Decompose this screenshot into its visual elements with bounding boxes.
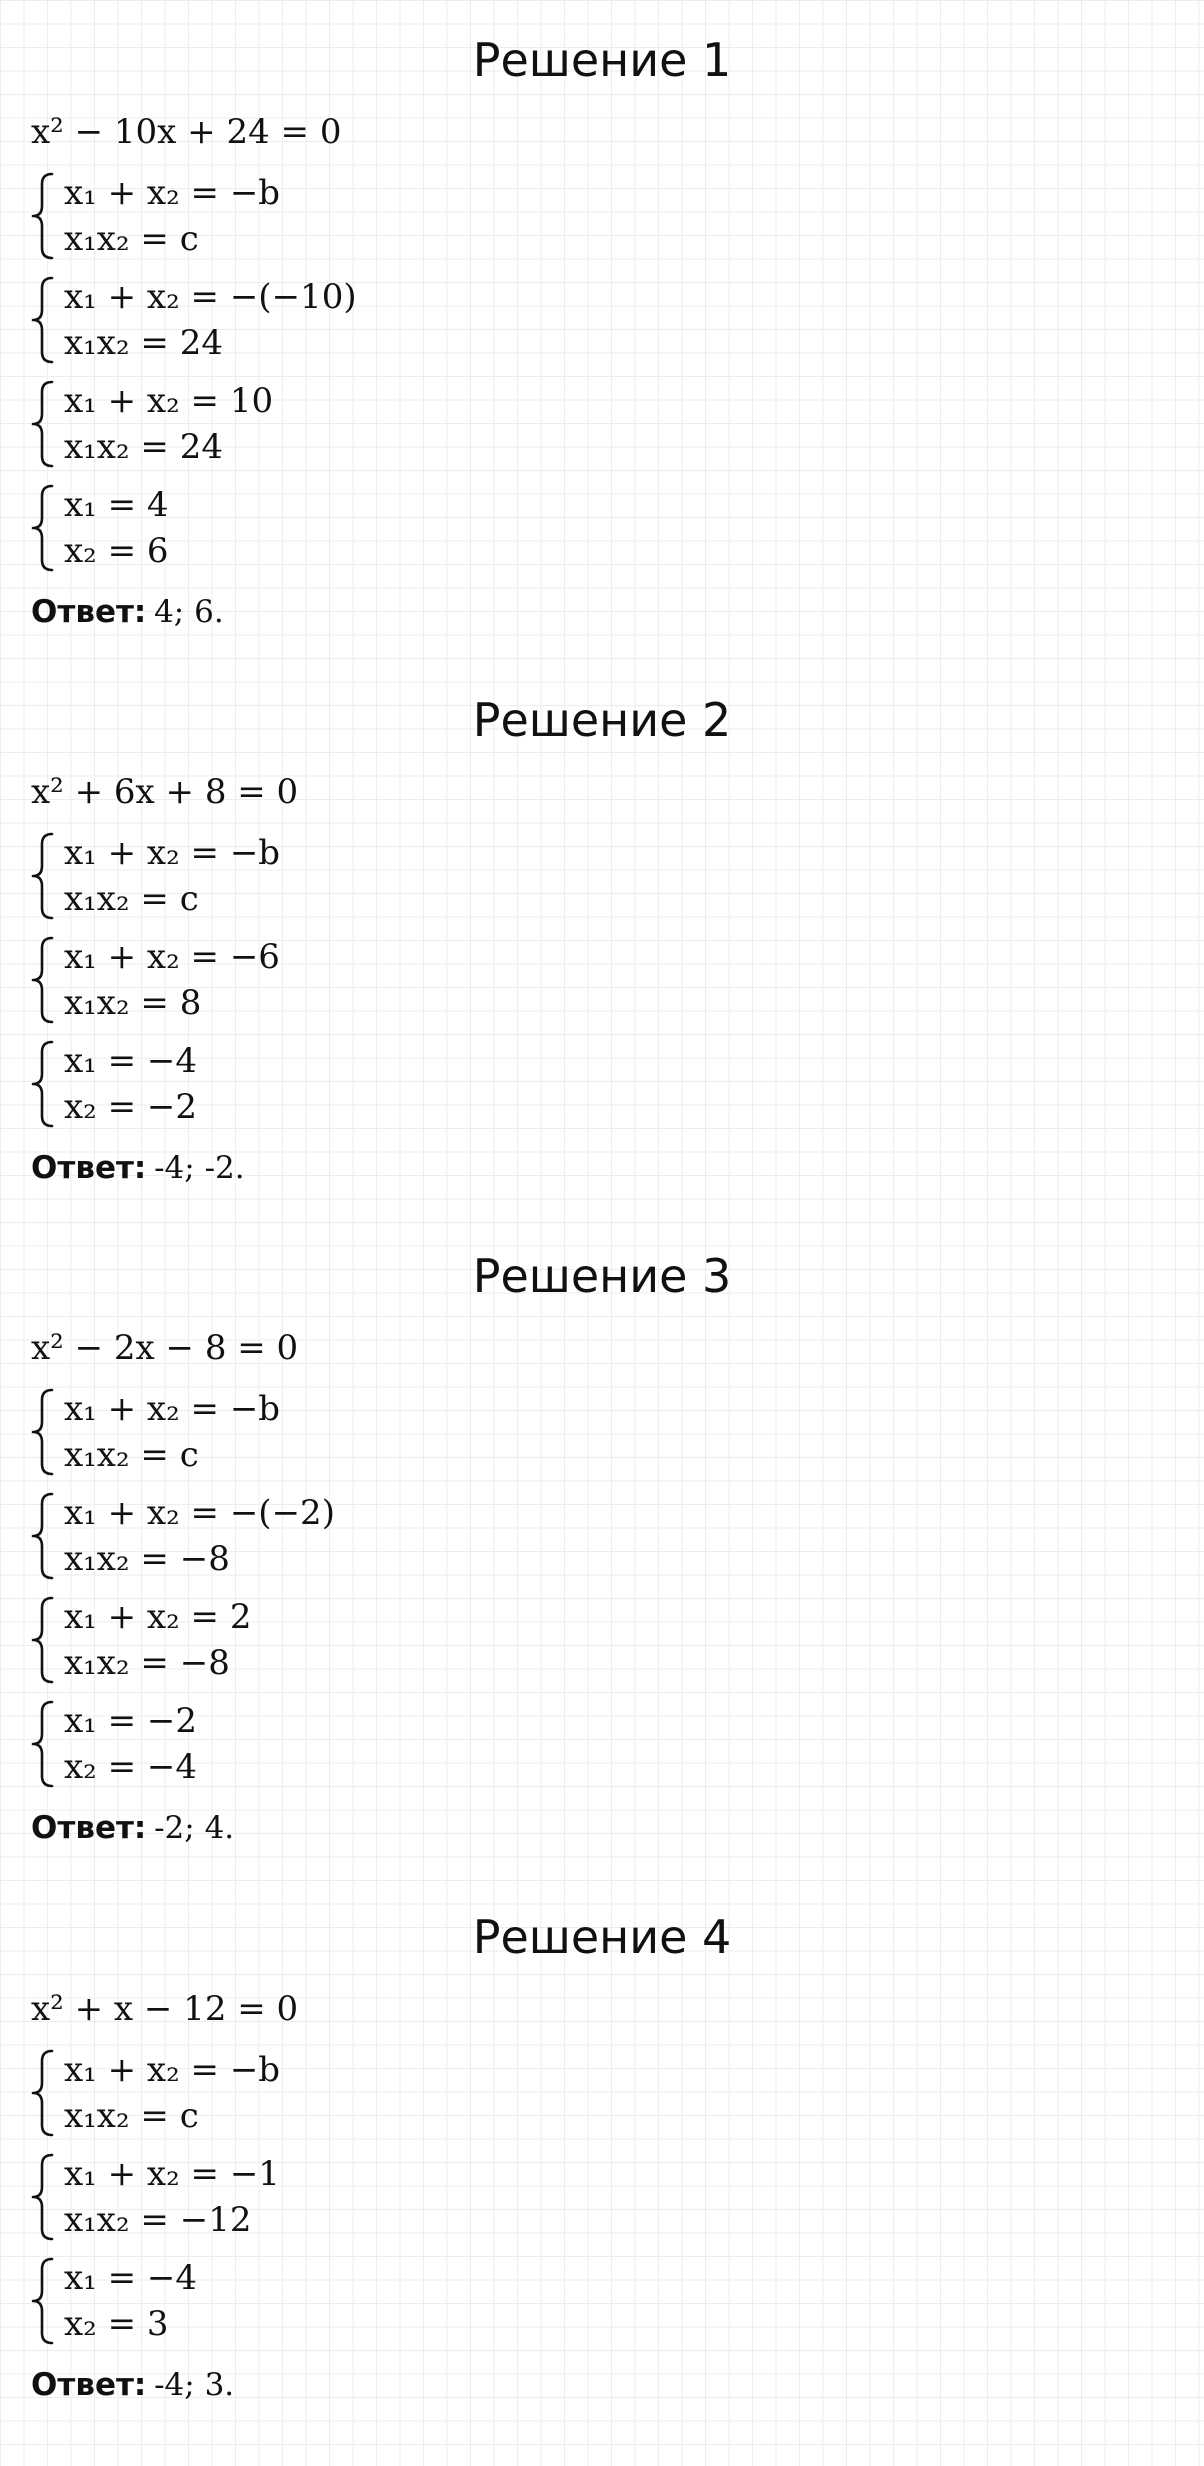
answer-line	[31, 2365, 234, 2405]
equation-system	[28, 1490, 628, 1582]
brace-icon	[28, 2151, 62, 2243]
brace-icon	[28, 1386, 62, 1478]
solution-title: Решение 1	[472, 33, 732, 87]
quadratic-equation: x² − 10x + 24 = 0	[31, 112, 342, 152]
system-row: x₁x₂ = 24	[64, 427, 223, 467]
system-row: x₁ + x₂ = −b	[64, 833, 281, 873]
brace-icon	[28, 934, 62, 1026]
brace-icon	[28, 1038, 62, 1130]
system-row: x₁x₂ = c	[64, 879, 199, 919]
system-row: x₁ + x₂ = −b	[64, 1389, 281, 1429]
system-row: x₁ + x₂ = −b	[64, 2050, 281, 2090]
brace-icon	[28, 2255, 62, 2347]
equation-system	[28, 482, 628, 574]
system-row: x₁ = −2	[64, 1701, 198, 1741]
quadratic-equation: x² + x − 12 = 0	[31, 1989, 299, 2029]
system-row: x₁ = 4	[64, 485, 169, 525]
quadratic-equation: x² + 6x + 8 = 0	[31, 772, 299, 812]
answer-line	[31, 592, 224, 632]
brace-icon	[28, 482, 62, 574]
equation-system	[28, 1386, 628, 1478]
brace-icon	[28, 378, 62, 470]
answer-label: Ответ:	[31, 594, 147, 630]
system-row: x₁x₂ = −8	[64, 1643, 230, 1683]
system-row: x₂ = 6	[64, 531, 169, 571]
brace-icon	[28, 1490, 62, 1582]
answer-value: -4; 3.	[154, 2367, 235, 2403]
system-row: x₁ + x₂ = −1	[64, 2154, 280, 2194]
system-row: x₂ = −4	[64, 1747, 198, 1787]
system-row: x₁x₂ = −8	[64, 1539, 230, 1579]
brace-icon	[28, 2047, 62, 2139]
system-row: x₁ + x₂ = −6	[64, 937, 280, 977]
solution-title: Решение 2	[472, 693, 732, 747]
equation-system	[28, 274, 628, 366]
brace-icon	[28, 274, 62, 366]
brace-icon	[28, 170, 62, 262]
brace-icon	[28, 1594, 62, 1686]
system-row: x₁x₂ = 8	[64, 983, 202, 1023]
answer-value: -4; -2.	[154, 1150, 245, 1186]
system-row: x₁x₂ = c	[64, 1435, 199, 1475]
system-row: x₁ = −4	[64, 1041, 198, 1081]
brace-icon	[28, 830, 62, 922]
system-row: x₁ + x₂ = −(−10)	[64, 277, 357, 317]
answer-value: 4; 6.	[154, 594, 224, 630]
answer-label: Ответ:	[31, 1810, 147, 1846]
system-row: x₁x₂ = 24	[64, 323, 223, 363]
system-row: x₂ = 3	[64, 2304, 169, 2344]
system-row: x₁x₂ = c	[64, 219, 199, 259]
system-row: x₁x₂ = −12	[64, 2200, 252, 2240]
system-row: x₂ = −2	[64, 1087, 198, 1127]
answer-line	[31, 1808, 234, 1848]
system-row: x₁ + x₂ = 2	[64, 1597, 252, 1637]
equation-system	[28, 170, 628, 262]
answer-label: Ответ:	[31, 1150, 147, 1186]
solution-title: Решение 4	[472, 1910, 732, 1964]
equation-system	[28, 1594, 628, 1686]
equation-system	[28, 1698, 628, 1790]
answer-line	[31, 1148, 245, 1188]
system-row: x₁ + x₂ = −b	[64, 173, 281, 213]
equation-system	[28, 1038, 628, 1130]
system-row: x₁ = −4	[64, 2258, 198, 2298]
system-row: x₁ + x₂ = 10	[64, 381, 274, 421]
answer-value: -2; 4.	[154, 1810, 235, 1846]
equation-system	[28, 830, 628, 922]
equation-system	[28, 2047, 628, 2139]
system-row: x₁x₂ = c	[64, 2096, 199, 2136]
system-row: x₁ + x₂ = −(−2)	[64, 1493, 335, 1533]
brace-icon	[28, 1698, 62, 1790]
answer-label: Ответ:	[31, 2367, 147, 2403]
equation-system	[28, 378, 628, 470]
solution-title: Решение 3	[472, 1249, 732, 1303]
equation-system	[28, 2255, 628, 2347]
quadratic-equation: x² − 2x − 8 = 0	[31, 1328, 299, 1368]
equation-system	[28, 934, 628, 1026]
equation-system	[28, 2151, 628, 2243]
